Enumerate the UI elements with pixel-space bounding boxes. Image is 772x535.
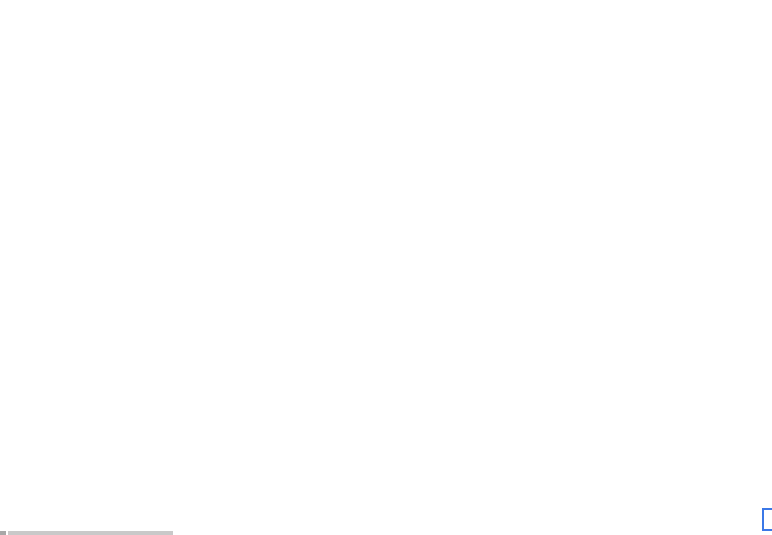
scrollbar-corner — [0, 531, 6, 535]
horizontal-scrollbar-thumb[interactable] — [8, 531, 173, 535]
selected-cell-outline[interactable] — [762, 508, 772, 531]
